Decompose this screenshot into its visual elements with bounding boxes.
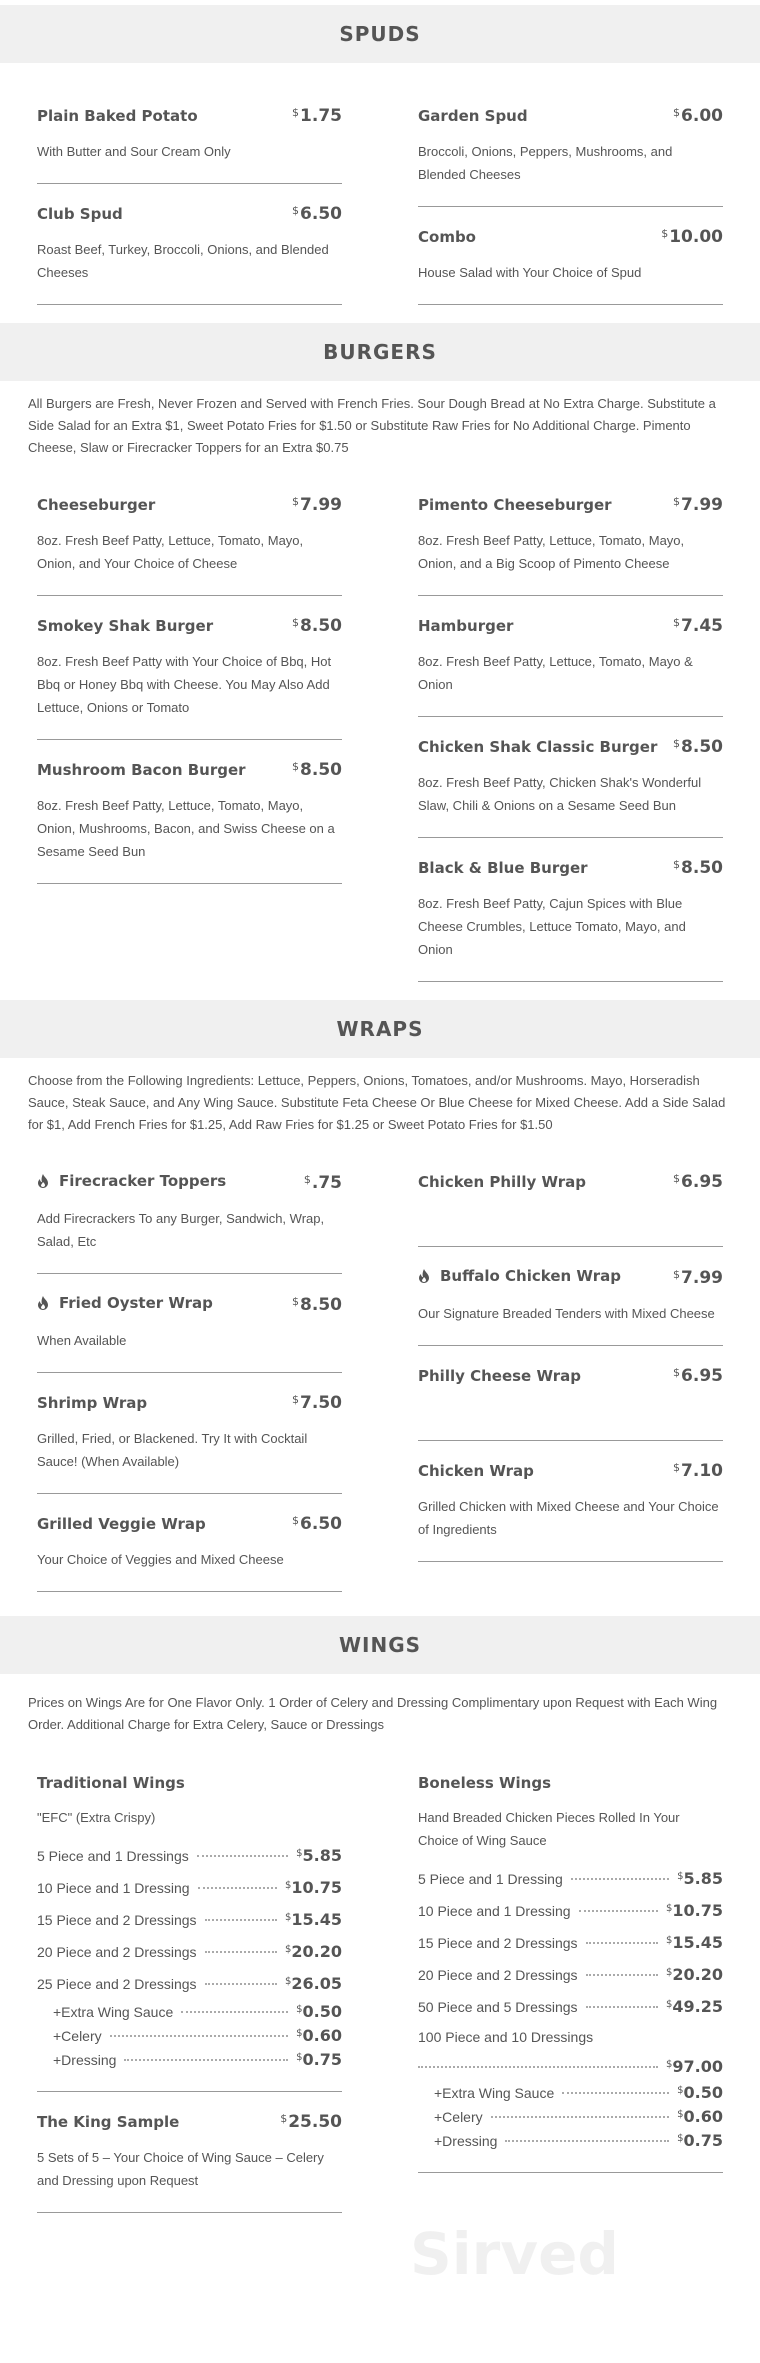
menu-item-black-blue-burger <box>418 838 723 982</box>
spuds-right-column <box>418 86 723 305</box>
item-price <box>292 495 342 515</box>
price-value: 5.85 <box>683 1869 723 1888</box>
dot-leader <box>205 1983 277 1985</box>
price-row-dressing <box>418 2128 723 2152</box>
item-desc: 8oz. Fresh Beef Patty, Lettuce, Tomato, Mayo, Onion, and a Big Scoop of Pimento Cheese <box>418 533 685 571</box>
row-label: 5 Piece and 1 Dressings <box>37 1848 189 1864</box>
row-price <box>666 1926 723 1958</box>
currency-symbol: $ <box>666 1935 673 1946</box>
price-row-extra-wing-sauce <box>418 2080 723 2104</box>
item-name-text: Cheeseburger <box>37 496 156 514</box>
dot-leader <box>124 2059 288 2061</box>
row-label: 10 Piece and 1 Dressing <box>37 1880 190 1896</box>
flame-icon <box>418 1269 430 1283</box>
item-price <box>673 737 723 757</box>
item-name <box>37 1172 226 1190</box>
menu-item-king-sample <box>37 2092 342 2213</box>
row-label: 15 Piece and 2 Dressings <box>37 1912 197 1928</box>
menu-item-cheeseburger <box>37 475 342 596</box>
item-name <box>37 496 155 514</box>
menu-item-chicken-shak-classic-burger <box>418 717 723 838</box>
wraps-right-column <box>418 1152 723 1592</box>
row-price <box>677 2080 723 2104</box>
price-row-15-piece-and-2-dressings <box>37 1903 342 1935</box>
price-value: 0.75 <box>302 2050 342 2069</box>
item-name <box>418 1367 581 1385</box>
price-value: 10.75 <box>672 1901 723 1920</box>
menu-item-grilled-veggie-wrap <box>37 1494 342 1592</box>
row-price <box>666 2052 723 2080</box>
item-price <box>673 1461 723 1481</box>
menu-item-buffalo-chicken-wrap <box>418 1247 723 1346</box>
price-value: 97.00 <box>672 2057 723 2076</box>
menu-item-garden-spud <box>418 86 723 207</box>
dot-leader <box>491 2116 670 2118</box>
menu-item-club-spud <box>37 184 342 305</box>
price-value: 8.50 <box>681 737 723 757</box>
burgers-right-column <box>418 475 723 982</box>
price-value: 8.50 <box>681 858 723 878</box>
menu-item-combo <box>418 207 723 305</box>
price-row-20-piece-and-2-dressings <box>418 1958 723 1990</box>
item-name-text: Mushroom Bacon Burger <box>37 761 246 779</box>
row-price <box>666 1990 723 2022</box>
row-label: +Dressing <box>53 2052 117 2068</box>
flame-icon <box>37 1296 49 1310</box>
currency-symbol: $ <box>673 1461 681 1474</box>
item-name <box>37 1394 147 1412</box>
item-desc: 8oz. Fresh Beef Patty, Chicken Shak's Wonderful Slaw, Chili & Onions on a Sesame Seed Bun <box>418 775 702 813</box>
item-price <box>673 1172 723 1192</box>
menu-item-smokey-shak-burger <box>37 596 342 740</box>
item-name: The King Sample <box>37 2113 180 2131</box>
menu-item-philly-cheese-wrap <box>418 1346 723 1441</box>
price-value: 8.50 <box>300 616 342 636</box>
currency-symbol: $ <box>673 616 681 629</box>
price-value: 7.10 <box>681 1461 723 1481</box>
item-price <box>292 1393 342 1413</box>
item-price <box>292 760 342 780</box>
price-value: 10.00 <box>669 227 723 247</box>
currency-symbol: $ <box>280 2112 288 2125</box>
item-desc: 8oz. Fresh Beef Patty, Cajun Spices with Blue Cheese Crumbles, Lettuce Tomato, Mayo, and Onion <box>418 896 686 957</box>
section-title-spuds: SPUDS <box>0 5 760 63</box>
price-value: 49.25 <box>672 1997 723 2016</box>
currency-symbol: $ <box>666 1903 673 1914</box>
row-price <box>285 1871 342 1903</box>
row-price <box>296 1839 342 1871</box>
dot-leader <box>110 2035 289 2037</box>
item-price <box>280 2112 342 2132</box>
currency-symbol: $ <box>673 106 681 119</box>
row-label: +Extra Wing Sauce <box>53 2004 174 2020</box>
section-wings <box>0 1616 760 2233</box>
menu-item-hamburger <box>418 596 723 717</box>
row-label: +Dressing <box>434 2133 498 2149</box>
price-value: 7.50 <box>300 1393 342 1413</box>
item-name-text: Chicken Philly Wrap <box>418 1173 587 1191</box>
price-value: 8.50 <box>300 1295 342 1315</box>
price-value: 5.85 <box>302 1846 342 1865</box>
row-label: +Extra Wing Sauce <box>434 2085 555 2101</box>
item-name-text: Garden Spud <box>418 107 528 125</box>
currency-symbol: $ <box>285 1880 292 1891</box>
price-row-5-piece-and-1-dressings <box>37 1839 342 1871</box>
section-wraps <box>0 1000 760 1592</box>
item-name <box>37 761 246 779</box>
item-name-text: Chicken Wrap <box>418 1462 534 1480</box>
row-price <box>285 1903 342 1935</box>
currency-symbol: $ <box>296 2004 303 2015</box>
item-desc: 8oz. Fresh Beef Patty with Your Choice of Bbq, Hot Bbq or Honey Bbq with Cheese. You May Also Add Lettuce, Onions or Tomato <box>37 654 332 715</box>
row-price <box>285 1935 342 1967</box>
menu-item-boneless-wings <box>418 1754 723 2173</box>
wraps-left-column <box>37 1152 342 1592</box>
dot-leader <box>586 1974 658 1976</box>
price-value: 10.75 <box>291 1878 342 1897</box>
dot-leader <box>418 2066 658 2068</box>
currency-symbol: $ <box>661 227 669 240</box>
item-name <box>37 617 213 635</box>
traditional-price-list <box>37 1839 342 1999</box>
watermark-logo: Sirved <box>410 2220 619 2288</box>
currency-symbol: $ <box>666 1967 673 1978</box>
item-name-text: Grilled Veggie Wrap <box>37 1515 206 1533</box>
row-label: 20 Piece and 2 Dressings <box>418 1967 578 1983</box>
flame-icon <box>37 1174 49 1188</box>
item-name <box>418 1462 534 1480</box>
currency-symbol: $ <box>677 2133 684 2144</box>
price-value: 7.99 <box>681 1268 723 1288</box>
item-name-text: Firecracker Toppers <box>59 1172 227 1190</box>
item-price <box>292 1295 342 1315</box>
row-price <box>296 2023 342 2047</box>
item-name-text: Buffalo Chicken Wrap <box>440 1267 621 1285</box>
currency-symbol: $ <box>292 1295 300 1308</box>
item-price <box>673 106 723 126</box>
row-label: 10 Piece and 1 Dressing <box>418 1903 571 1919</box>
item-desc: 5 Sets of 5 – Your Choice of Wing Sauce – Celery and Dressing upon Request <box>37 2150 324 2188</box>
item-desc: Our Signature Breaded Tenders with Mixed Cheese <box>418 1306 715 1321</box>
price-value: 6.95 <box>681 1366 723 1386</box>
price-row-25-piece-and-2-dressings <box>37 1967 342 1999</box>
currency-symbol: $ <box>677 2085 684 2096</box>
item-desc: Grilled Chicken with Mixed Cheese and Your Choice of Ingredients <box>418 1499 719 1537</box>
price-value: 1.75 <box>300 106 342 126</box>
currency-symbol: $ <box>292 616 300 629</box>
currency-symbol: $ <box>296 2052 303 2063</box>
wings-left-column <box>37 1754 342 2213</box>
item-price <box>673 616 723 636</box>
price-value: 25.50 <box>288 2112 342 2132</box>
item-name-text: Shrimp Wrap <box>37 1394 148 1412</box>
dot-leader <box>505 2140 669 2142</box>
item-name <box>418 107 528 125</box>
item-desc: Your Choice of Veggies and Mixed Cheese <box>37 1552 284 1567</box>
menu-item-chicken-wrap <box>418 1441 723 1562</box>
item-name-text: Fried Oyster Wrap <box>59 1294 213 1312</box>
currency-symbol: $ <box>292 1514 300 1527</box>
currency-symbol: $ <box>285 1944 292 1955</box>
item-price <box>292 1514 342 1534</box>
item-price <box>673 1366 723 1386</box>
item-name-text: Pimento Cheeseburger <box>418 496 612 514</box>
menu-item-chicken-philly-wrap <box>418 1152 723 1247</box>
item-name <box>418 1173 586 1191</box>
currency-symbol: $ <box>292 1393 300 1406</box>
dot-leader <box>205 1951 277 1953</box>
dot-leader <box>586 2006 658 2008</box>
row-label: 25 Piece and 2 Dressings <box>37 1976 197 1992</box>
dot-leader <box>197 1855 288 1857</box>
wings-right-column <box>418 1754 723 2213</box>
price-row-dressing <box>37 2047 342 2071</box>
item-desc: 8oz. Fresh Beef Patty, Lettuce, Tomato, Mayo, Onion, and Your Choice of Cheese <box>37 533 304 571</box>
row-label: +Celery <box>434 2109 483 2125</box>
boneless-price-list <box>418 1862 723 2022</box>
row-label: 20 Piece and 2 Dressings <box>37 1944 197 1960</box>
traditional-extras-list <box>37 1999 342 2071</box>
currency-symbol: $ <box>673 495 681 508</box>
row-price <box>677 1862 723 1894</box>
item-desc <box>418 1206 723 1226</box>
item-name-text: Philly Cheese Wrap <box>418 1367 581 1385</box>
price-row-10-piece-and-1-dressing <box>418 1894 723 1926</box>
price-row-15-piece-and-2-dressings <box>418 1926 723 1958</box>
item-name <box>418 738 657 756</box>
section-spuds <box>0 0 760 305</box>
spuds-left-column <box>37 86 342 305</box>
item-desc <box>418 1400 723 1420</box>
price-row-100-piece-value <box>418 2052 723 2080</box>
currency-symbol: $ <box>666 2059 673 2070</box>
price-value: 0.50 <box>302 2002 342 2021</box>
currency-symbol: $ <box>673 1172 681 1185</box>
item-desc: With Butter and Sour Cream Only <box>37 144 231 159</box>
currency-symbol: $ <box>292 495 300 508</box>
dot-leader <box>571 1878 669 1880</box>
price-value: 26.05 <box>291 1974 342 1993</box>
price-value: 20.20 <box>672 1965 723 1984</box>
currency-symbol: $ <box>285 1912 292 1923</box>
item-price <box>661 227 723 247</box>
price-value: 15.45 <box>291 1910 342 1929</box>
price-value: 7.99 <box>681 495 723 515</box>
section-intro-wings: Prices on Wings Are for One Flavor Only. 1 Order of Celery and Dressing Complimentary upon Request with Each Wing Order. Additional Charge for Extra Celery, Sauce or Dressings <box>28 1695 718 1732</box>
currency-symbol: $ <box>673 858 681 871</box>
price-value: 0.60 <box>683 2107 723 2126</box>
row-price <box>296 1999 342 2023</box>
currency-symbol: $ <box>677 1871 684 1882</box>
price-value: 20.20 <box>291 1942 342 1961</box>
row-label: +Celery <box>53 2028 102 2044</box>
row-label: 5 Piece and 1 Dressing <box>418 1871 563 1887</box>
item-name: Boneless Wings <box>418 1774 552 1792</box>
burgers-left-column <box>37 475 342 982</box>
currency-symbol: $ <box>673 737 681 750</box>
currency-symbol: $ <box>677 2109 684 2120</box>
dot-leader <box>586 1942 658 1944</box>
item-name-text: Smokey Shak Burger <box>37 617 214 635</box>
item-name: Traditional Wings <box>37 1774 185 1792</box>
item-name-text: Chicken Shak Classic Burger <box>418 738 658 756</box>
price-value: 6.95 <box>681 1172 723 1192</box>
price-row-celery <box>418 2104 723 2128</box>
row-label: 100 Piece and 10 Dressings <box>418 2029 594 2045</box>
item-desc: Grilled, Fried, or Blackened. Try It with Cocktail Sauce! (When Available) <box>37 1431 308 1469</box>
price-value: 6.50 <box>300 1514 342 1534</box>
dot-leader <box>181 2011 288 2013</box>
section-title-burgers: BURGERS <box>0 323 760 381</box>
price-value: 0.75 <box>683 2131 723 2150</box>
dot-leader <box>579 1910 658 1912</box>
row-price <box>666 1958 723 1990</box>
item-price <box>292 204 342 224</box>
row-price <box>285 1967 342 1999</box>
price-row-100-piece <box>418 2022 723 2052</box>
item-desc: Broccoli, Onions, Peppers, Mushrooms, and Blended Cheeses <box>418 144 673 182</box>
item-desc: 8oz. Fresh Beef Patty, Lettuce, Tomato, Mayo & Onion <box>418 654 693 692</box>
price-row-10-piece-and-1-dressing <box>37 1871 342 1903</box>
item-name <box>37 1294 213 1312</box>
section-title-wraps: WRAPS <box>0 1000 760 1058</box>
item-desc: Roast Beef, Turkey, Broccoli, Onions, and Blended Cheeses <box>37 242 329 280</box>
item-name-text: Black & Blue Burger <box>418 859 588 877</box>
item-desc: Hand Breaded Chicken Pieces Rolled In Your Choice of Wing Sauce <box>418 1810 680 1848</box>
price-row-5-piece-and-1-dressing <box>418 1862 723 1894</box>
currency-symbol: $ <box>666 1999 673 2010</box>
row-price <box>296 2047 342 2071</box>
section-burgers <box>0 323 760 982</box>
item-name <box>418 496 612 514</box>
item-name <box>418 859 588 877</box>
item-name <box>37 107 198 125</box>
currency-symbol: $ <box>292 760 300 773</box>
menu-item-traditional-wings <box>37 1754 342 2092</box>
currency-symbol: $ <box>673 1366 681 1379</box>
section-intro-wraps: Choose from the Following Ingredients: Lettuce, Peppers, Onions, Tomatoes, and/or Mushrooms. Mayo, Horseradish Sauce, Steak Sauce, and Any Wing Sauce. Substitute Feta Cheese Or Blue Cheese for Mixed Cheese. Add a Side Salad for $1, Add French Fries for $1.25, Add Raw Fries for $1.25 or Sweet Potato Fries for $1.50 <box>28 1073 726 1132</box>
currency-symbol: $ <box>296 1848 303 1859</box>
menu-item-mushroom-bacon-burger <box>37 740 342 884</box>
price-row-50-piece-and-5-dressings <box>418 1990 723 2022</box>
price-row-20-piece-and-2-dressings <box>37 1935 342 1967</box>
item-desc: When Available <box>37 1333 127 1348</box>
row-label: 15 Piece and 2 Dressings <box>418 1935 578 1951</box>
section-title-wings: WINGS <box>0 1616 760 1674</box>
currency-symbol: $ <box>303 1173 311 1186</box>
currency-symbol: $ <box>673 1268 681 1281</box>
row-price <box>677 2104 723 2128</box>
menu-item-plain-baked-potato <box>37 86 342 184</box>
price-row-celery <box>37 2023 342 2047</box>
item-name <box>418 617 513 635</box>
price-value: 8.50 <box>300 760 342 780</box>
price-value: 0.50 <box>683 2083 723 2102</box>
menu-item-shrimp-wrap <box>37 1373 342 1494</box>
section-intro-burgers: All Burgers are Fresh, Never Frozen and Served with French Fries. Sour Dough Bread at No Extra Charge. Substitute a Side Salad for an Extra $1, Sweet Potato Fries for $1.50 or Substitute Raw Fries for No Additional Charge. Pimento Cheese, Slaw or Firecracker Toppers for an Extra $0.75 <box>28 396 716 455</box>
price-value: 7.99 <box>300 495 342 515</box>
item-price <box>673 1268 723 1288</box>
row-label: 50 Piece and 5 Dressings <box>418 1999 578 2015</box>
price-value: .75 <box>311 1173 342 1193</box>
price-value: 15.45 <box>672 1933 723 1952</box>
item-desc: Add Firecrackers To any Burger, Sandwich, Wrap, Salad, Etc <box>37 1211 325 1249</box>
dot-leader <box>562 2092 669 2094</box>
dot-leader <box>205 1919 277 1921</box>
dot-leader <box>198 1887 277 1889</box>
item-name <box>418 1267 621 1285</box>
item-price <box>673 858 723 878</box>
menu-item-pimento-cheeseburger <box>418 475 723 596</box>
item-desc: "EFC" (Extra Crispy) <box>37 1810 156 1825</box>
item-desc: House Salad with Your Choice of Spud <box>418 265 642 280</box>
menu-item-firecracker-toppers <box>37 1152 342 1274</box>
item-price <box>304 1173 342 1193</box>
currency-symbol: $ <box>292 106 300 119</box>
item-name-text: Combo <box>418 228 476 246</box>
item-price <box>292 106 342 126</box>
menu-item-fried-oyster-wrap <box>37 1274 342 1373</box>
item-name <box>37 205 123 223</box>
boneless-extras-list <box>418 2080 723 2152</box>
currency-symbol: $ <box>285 1976 292 1987</box>
item-name <box>418 228 476 246</box>
item-name-text: Plain Baked Potato <box>37 107 198 125</box>
price-value: 6.50 <box>300 204 342 224</box>
item-name-text: Club Spud <box>37 205 123 223</box>
row-price <box>677 2128 723 2152</box>
item-price <box>292 616 342 636</box>
currency-symbol: $ <box>296 2028 303 2039</box>
currency-symbol: $ <box>292 204 300 217</box>
item-name-text: Hamburger <box>418 617 514 635</box>
price-value: 7.45 <box>681 616 723 636</box>
item-price <box>673 495 723 515</box>
price-row-extra-wing-sauce <box>37 1999 342 2023</box>
item-desc: 8oz. Fresh Beef Patty, Lettuce, Tomato, Mayo, Onion, Mushrooms, Bacon, and Swiss Cheese on a Sesame Seed Bun <box>37 798 335 859</box>
price-value: 6.00 <box>681 106 723 126</box>
item-name <box>37 1515 206 1533</box>
price-value: 0.60 <box>302 2026 342 2045</box>
row-price <box>666 1894 723 1926</box>
